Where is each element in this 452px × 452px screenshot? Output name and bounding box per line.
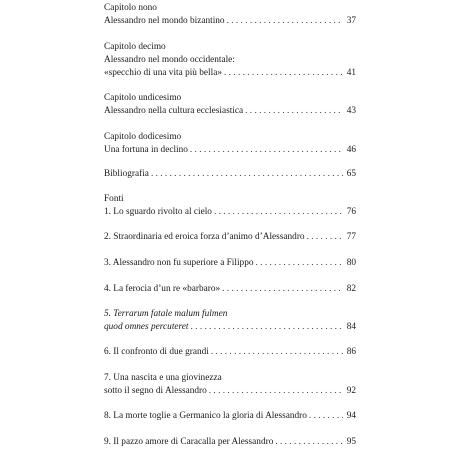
dot-leader <box>256 257 343 270</box>
toc-entry-fonte-8 <box>104 410 356 423</box>
page-number: 80 <box>346 258 356 268</box>
dot-leader <box>224 67 343 80</box>
dot-leader <box>214 206 343 219</box>
toc-entry-fonti <box>104 193 356 219</box>
chapter-title: Alessandro nel mondo bizantino <box>104 16 225 26</box>
toc-entry-fonte-7 <box>104 372 356 398</box>
source-title: 8. La morte toglie a Germanico la gloria di Alessandro <box>104 411 307 421</box>
dot-leader <box>307 231 343 244</box>
dot-leader <box>190 144 343 157</box>
page-number: 76 <box>346 207 356 217</box>
chapter-label: Capitolo dodicesimo <box>104 132 182 142</box>
source-title: 2. Straordinaria ed eroica forza d’animo d’Alessandro <box>104 232 305 242</box>
page-number: 92 <box>346 386 356 396</box>
dot-leader <box>275 436 343 449</box>
chapter-title: Alessandro nel mondo occidentale: <box>104 55 235 65</box>
dot-leader <box>245 105 343 118</box>
dot-leader <box>227 15 343 28</box>
toc-entry-bibliografia <box>104 168 356 181</box>
source-title: 9. Il pazzo amore di Caracalla per Alessandro <box>104 437 274 447</box>
toc-entry-capitolo-nono <box>104 2 356 28</box>
page-number: 41 <box>346 68 356 78</box>
source-title: 4. La ferocia d’un re «barbaro» <box>104 284 221 294</box>
toc-entry-capitolo-decimo <box>104 41 356 80</box>
toc-entry-fonte-9 <box>104 436 356 449</box>
chapter-label: Capitolo decimo <box>104 42 166 52</box>
toc-entry-fonte-4 <box>104 283 356 296</box>
source-title-continued: quod omnes percuteret <box>104 322 189 332</box>
chapter-label: Capitolo undicesimo <box>104 93 182 103</box>
source-title: 6. Il confronto di due grandi <box>104 347 209 357</box>
chapter-title-continued: «specchio di una vita più bella» <box>104 68 222 78</box>
page-number: 43 <box>346 106 356 116</box>
page-number: 37 <box>346 16 356 26</box>
page-number: 65 <box>346 169 356 179</box>
toc-entry-fonte-2 <box>104 231 356 244</box>
toc-entry-capitolo-dodicesimo <box>104 131 356 157</box>
source-title-continued: sotto il segno di Alessandro <box>104 386 207 396</box>
page-number: 82 <box>346 284 356 294</box>
toc-entry-fonte-3 <box>104 257 356 270</box>
chapter-title: Alessandro nella cultura ecclesiastica <box>104 106 244 116</box>
dot-leader <box>191 321 343 334</box>
dot-leader <box>222 283 343 296</box>
toc-entry-fonte-5 <box>104 308 356 334</box>
dot-leader <box>209 385 343 398</box>
section-title: Fonti <box>104 194 124 204</box>
dot-leader <box>151 168 343 181</box>
page-number: 94 <box>346 411 356 421</box>
page-number: 46 <box>346 145 356 155</box>
toc-entry-fonte-6 <box>104 346 356 359</box>
page-number: 84 <box>346 322 356 332</box>
dot-leader <box>309 410 343 423</box>
chapter-title: Una fortuna in declino <box>104 145 188 155</box>
page-number: 86 <box>346 347 356 357</box>
page-number: 95 <box>346 437 356 447</box>
source-title: 7. Una nascita e una giovinezza <box>104 373 222 383</box>
page-number: 77 <box>346 232 356 242</box>
section-title: Bibliografia <box>104 169 149 179</box>
source-title: 1. Lo sguardo rivolto al cielo <box>104 207 212 217</box>
dot-leader <box>211 346 343 359</box>
source-title: 5. Terrarum fatale malum fulmen <box>104 309 228 319</box>
chapter-label: Capitolo nono <box>104 3 157 13</box>
source-title: 3. Alessandro non fu superiore a Filippo <box>104 258 254 268</box>
toc-entry-capitolo-undicesimo <box>104 92 356 118</box>
